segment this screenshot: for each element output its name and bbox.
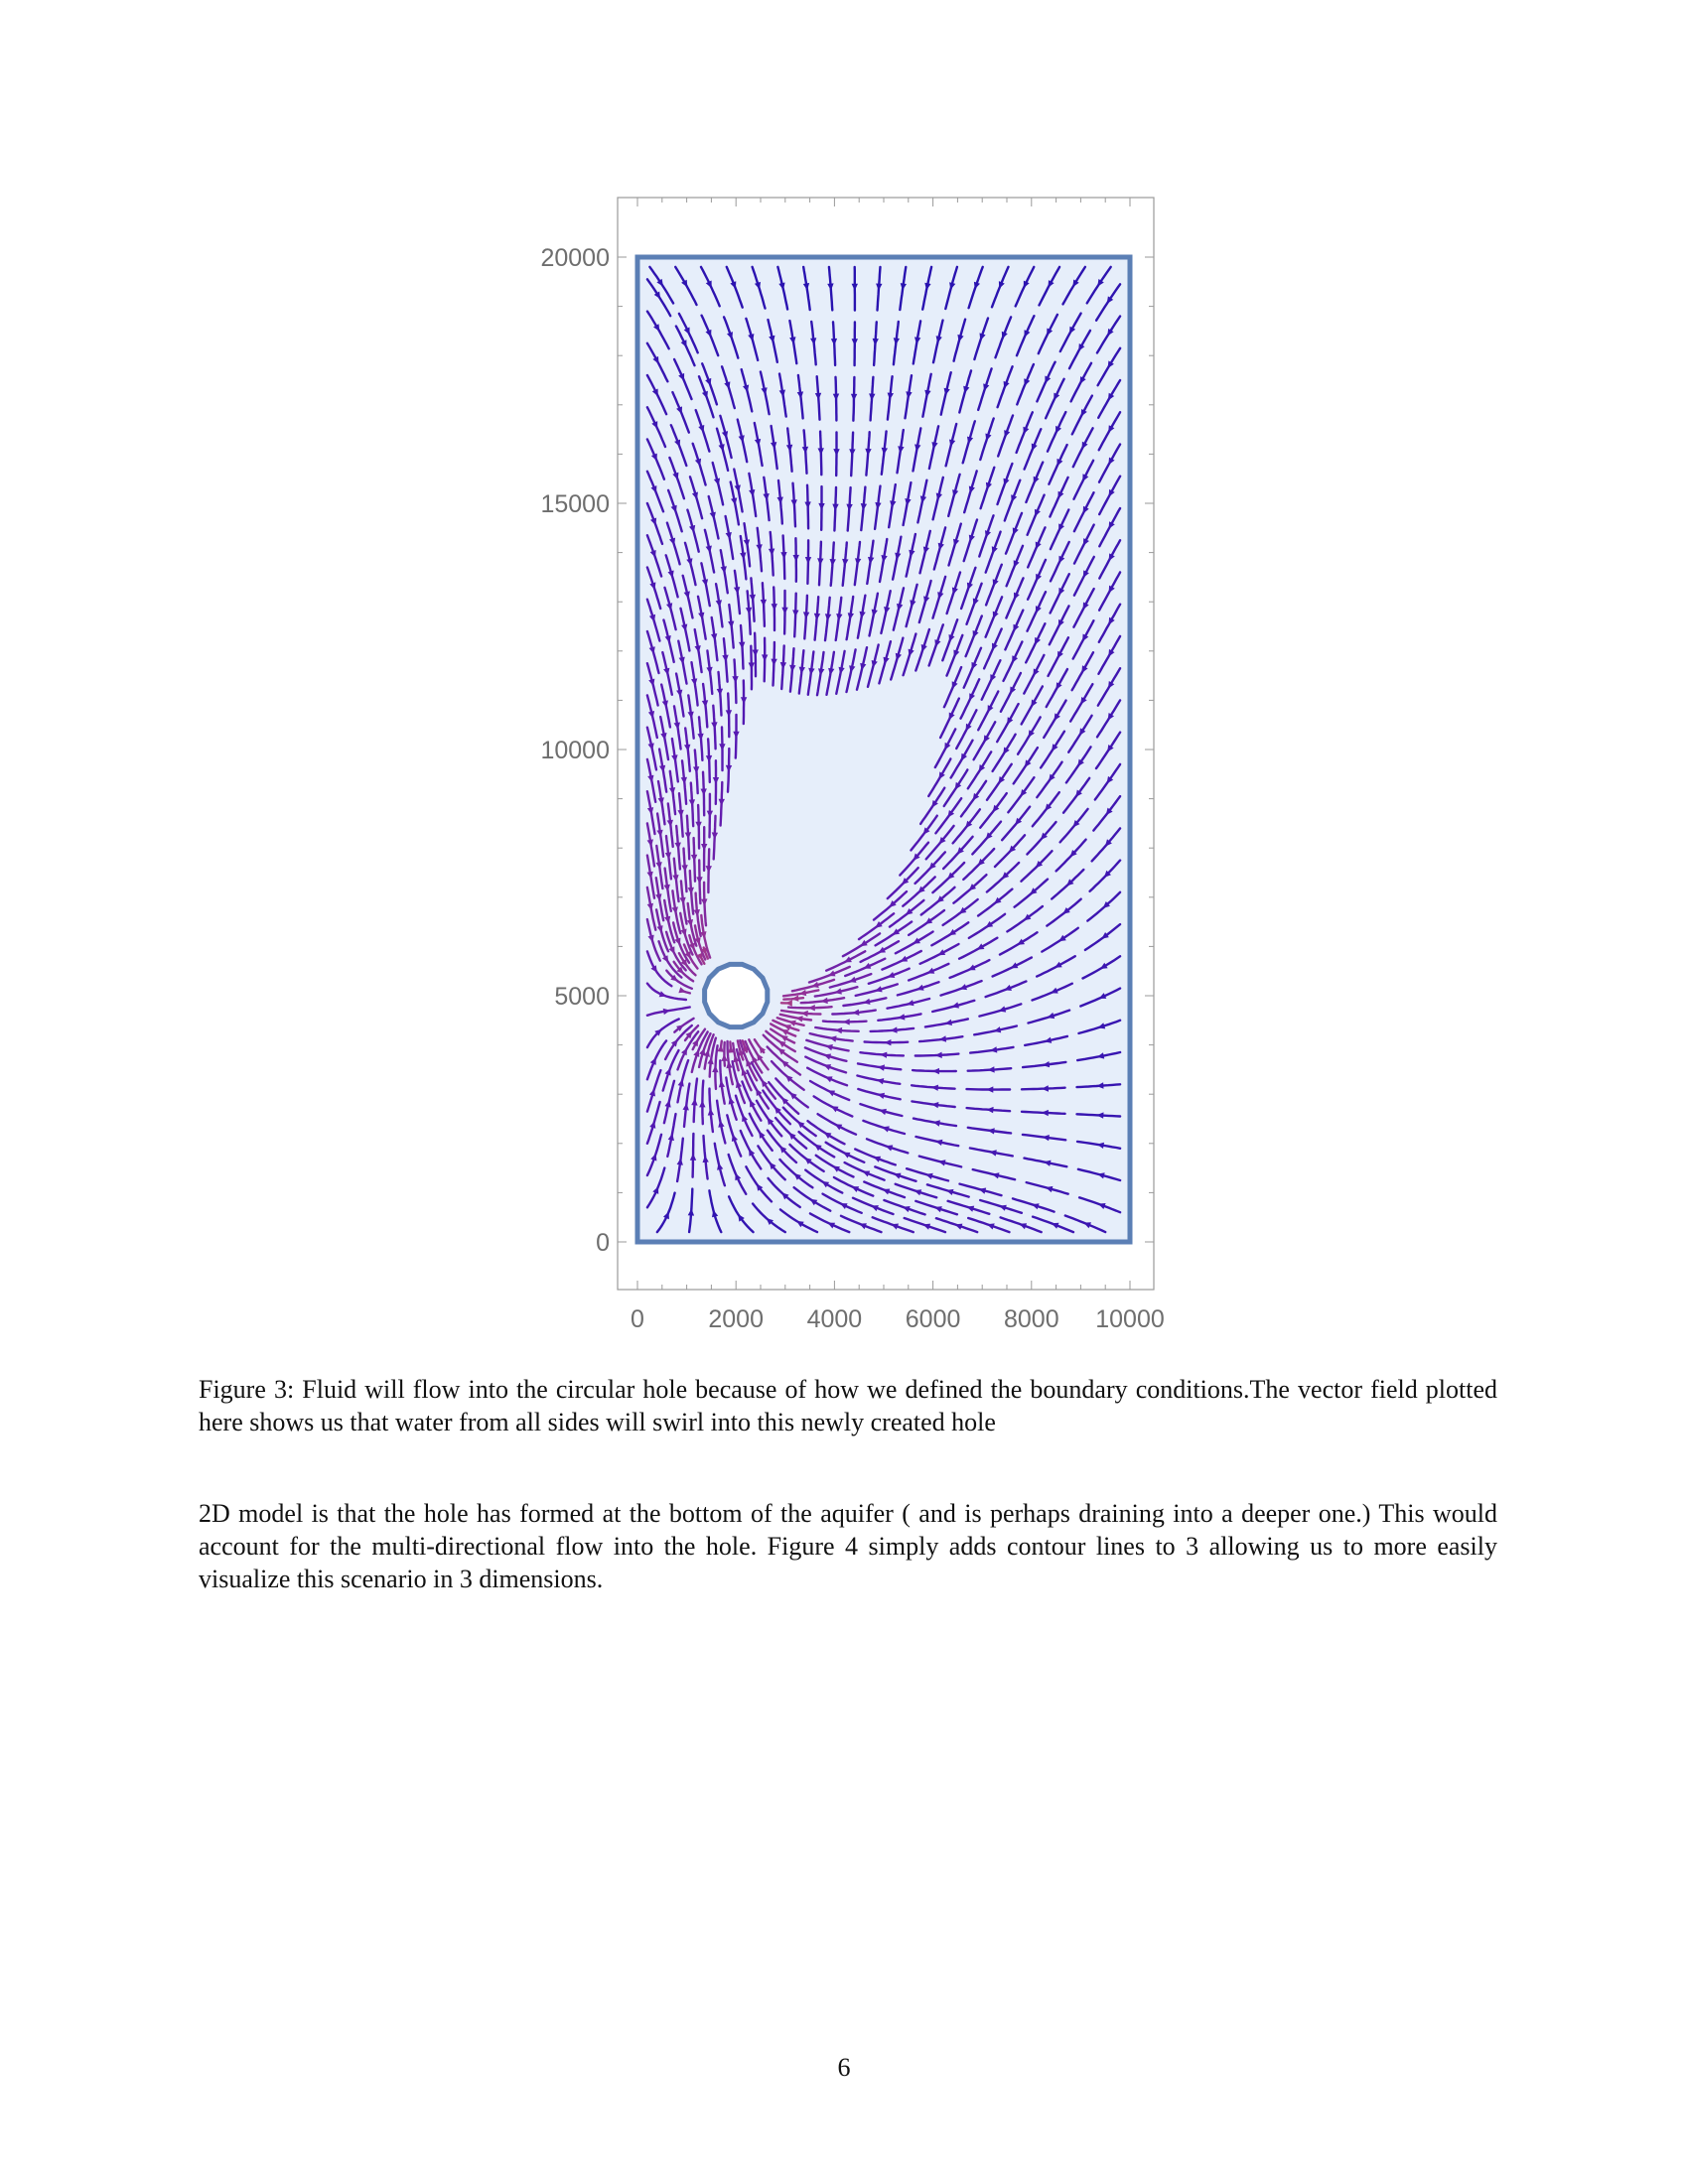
- page-number: 6: [837, 2053, 851, 2082]
- hole-boundary: [705, 964, 768, 1026]
- x-tick-label: 10000: [1095, 1305, 1165, 1333]
- x-tick-label: 6000: [905, 1305, 961, 1333]
- y-tick-label: 15000: [540, 490, 610, 518]
- x-tick-label: 2000: [708, 1305, 765, 1333]
- figure-3: [496, 194, 1192, 1355]
- y-tick-label: 0: [596, 1229, 610, 1257]
- x-tick-label: 0: [631, 1305, 644, 1333]
- y-tick-label: 10000: [540, 737, 610, 764]
- streamline-plot: [496, 194, 1192, 1355]
- body-paragraph: 2D model is that the hole has formed at the bottom of the aquifer ( and is perhaps draining into a deeper one.) This would account for the multi-directional flow into the hole. Figure 4 simply adds contour lines to 3 allowing us to more easily visualize this scenario in 3 dimensions.: [199, 1499, 1497, 1593]
- figure-caption: Figure 3: Fluid will flow into the circular hole because of how we defined the boundary conditions.The vector field plotted here shows us that water from all sides will swirl into this newly created hole: [199, 1375, 1497, 1436]
- y-tick-label: 5000: [554, 983, 610, 1011]
- streamline-segment: [724, 1042, 725, 1066]
- y-tick-label: 20000: [540, 244, 610, 272]
- x-tick-label: 4000: [806, 1305, 863, 1333]
- x-tick-label: 8000: [1003, 1305, 1059, 1333]
